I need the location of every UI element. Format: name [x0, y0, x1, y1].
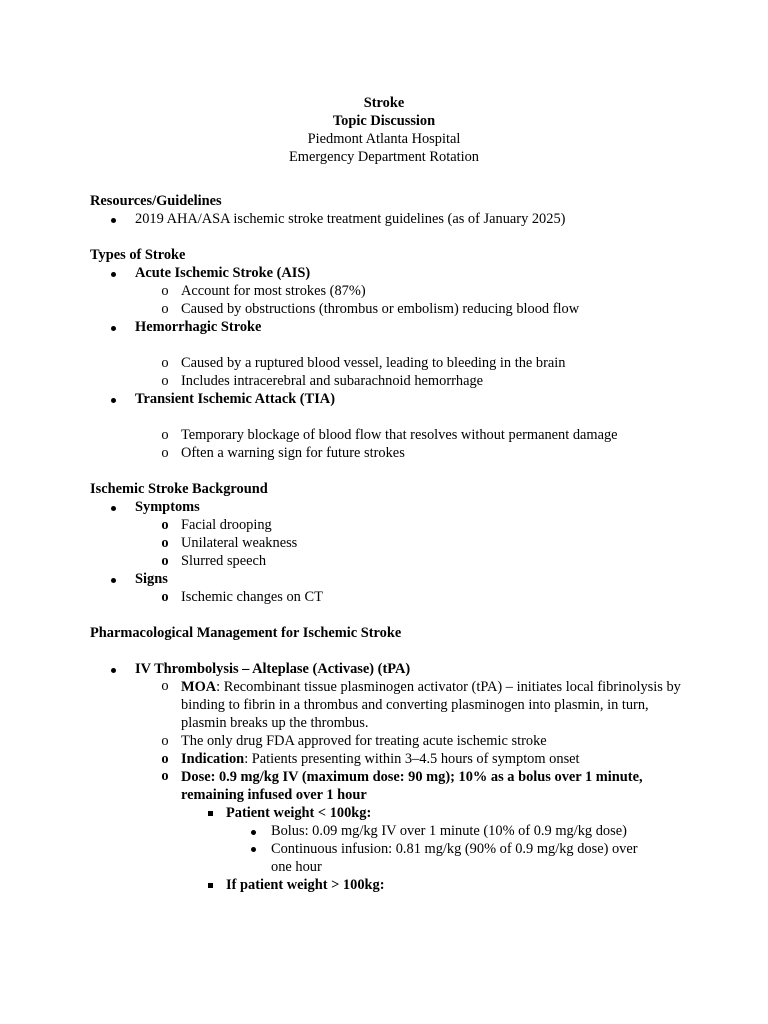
bullet-icon — [246, 823, 260, 841]
circle-bullet-icon: o — [161, 733, 169, 749]
circle-bullet-icon: o — [161, 751, 169, 767]
list-item: o Includes intracerebral and subarachnoid hemorrhage — [90, 372, 690, 390]
list-item: o Often a warning sign for future strokes — [90, 444, 690, 462]
circle-bullet-icon: o — [161, 445, 169, 461]
list-item: Patient weight < 100kg: — [90, 804, 690, 822]
list-item: Signs — [90, 570, 690, 588]
list-item: Hemorrhagic Stroke — [90, 318, 690, 336]
list-item: o Indication: Patients presenting within 3–4.5 hours of symptom onset — [90, 750, 690, 768]
section-heading-background: Ischemic Stroke Background — [90, 481, 268, 497]
bullet-icon — [106, 391, 120, 409]
circle-bullet-icon: o — [161, 427, 169, 443]
list-item: o Unilateral weakness — [90, 534, 690, 552]
section-heading-resources: Resources/Guidelines — [90, 193, 222, 209]
circle-bullet-icon: o — [161, 535, 169, 551]
list-item: o Account for most strokes (87%) — [90, 282, 690, 300]
section-heading-types: Types of Stroke — [90, 247, 186, 263]
list-item: o The only drug FDA approved for treating acute ischemic stroke — [90, 732, 690, 750]
bullet-icon — [106, 661, 120, 679]
list-item: 2019 AHA/ASA ischemic stroke treatment guidelines (as of January 2025) — [90, 210, 690, 228]
bullet-icon — [246, 840, 260, 858]
circle-bullet-icon: o — [161, 517, 169, 533]
bullet-icon — [106, 265, 120, 283]
list-item: o Facial drooping — [90, 516, 690, 534]
list-item: o Ischemic changes on CT — [90, 588, 690, 606]
list-item: o MOA: Recombinant tissue plasminogen activator (tPA) – initiates local fibrinolysis by binding to fibrin in a thrombus and converting plasminogen into plasmin, in turn, plasmin breaks up the thrombus. — [90, 678, 690, 732]
circle-bullet-icon: o — [161, 678, 169, 694]
circle-bullet-icon: o — [161, 373, 169, 389]
list-item: IV Thrombolysis – Alteplase (Activase) (tPA) — [90, 660, 690, 678]
circle-bullet-icon: o — [161, 355, 169, 371]
list-item: o Dose: 0.9 mg/kg IV (maximum dose: 90 mg); 10% as a bolus over 1 minute, remaining infused over 1 hour — [90, 768, 690, 804]
list-item: If patient weight > 100kg: — [90, 876, 690, 894]
circle-bullet-icon: o — [161, 768, 169, 784]
square-bullet-icon — [203, 877, 217, 895]
section-heading-pharm: Pharmacological Management for Ischemic Stroke — [90, 625, 402, 641]
list-item: Bolus: 0.09 mg/kg IV over 1 minute (10% of 0.9 mg/kg dose) — [90, 822, 690, 840]
list-item: Transient Ischemic Attack (TIA) — [90, 390, 690, 408]
bullet-icon — [106, 211, 120, 229]
doc-hospital: Piedmont Atlanta Hospital — [307, 131, 461, 147]
bullet-icon — [106, 499, 120, 517]
doc-subtitle: Topic Discussion — [332, 113, 436, 129]
bullet-icon — [106, 571, 120, 589]
list-item: o Slurred speech — [90, 552, 690, 570]
list-item: o Temporary blockage of blood flow that resolves without permanent damage — [90, 426, 690, 444]
bullet-icon — [106, 319, 120, 337]
square-bullet-icon — [203, 805, 217, 823]
circle-bullet-icon: o — [161, 553, 169, 569]
doc-rotation: Emergency Department Rotation — [289, 149, 479, 165]
list-item: o Caused by a ruptured blood vessel, leading to bleeding in the brain — [90, 354, 690, 372]
document-page — [90, 94, 690, 894]
circle-bullet-icon: o — [161, 301, 169, 317]
list-item: Continuous infusion: 0.81 mg/kg (90% of 0.9 mg/kg dose) over one hour — [90, 840, 690, 876]
list-item: Acute Ischemic Stroke (AIS) — [90, 264, 690, 282]
doc-title: Stroke — [363, 95, 405, 111]
list-item: o Caused by obstructions (thrombus or embolism) reducing blood flow — [90, 300, 690, 318]
list-item: Symptoms — [90, 498, 690, 516]
circle-bullet-icon: o — [161, 283, 169, 299]
circle-bullet-icon: o — [161, 589, 169, 605]
